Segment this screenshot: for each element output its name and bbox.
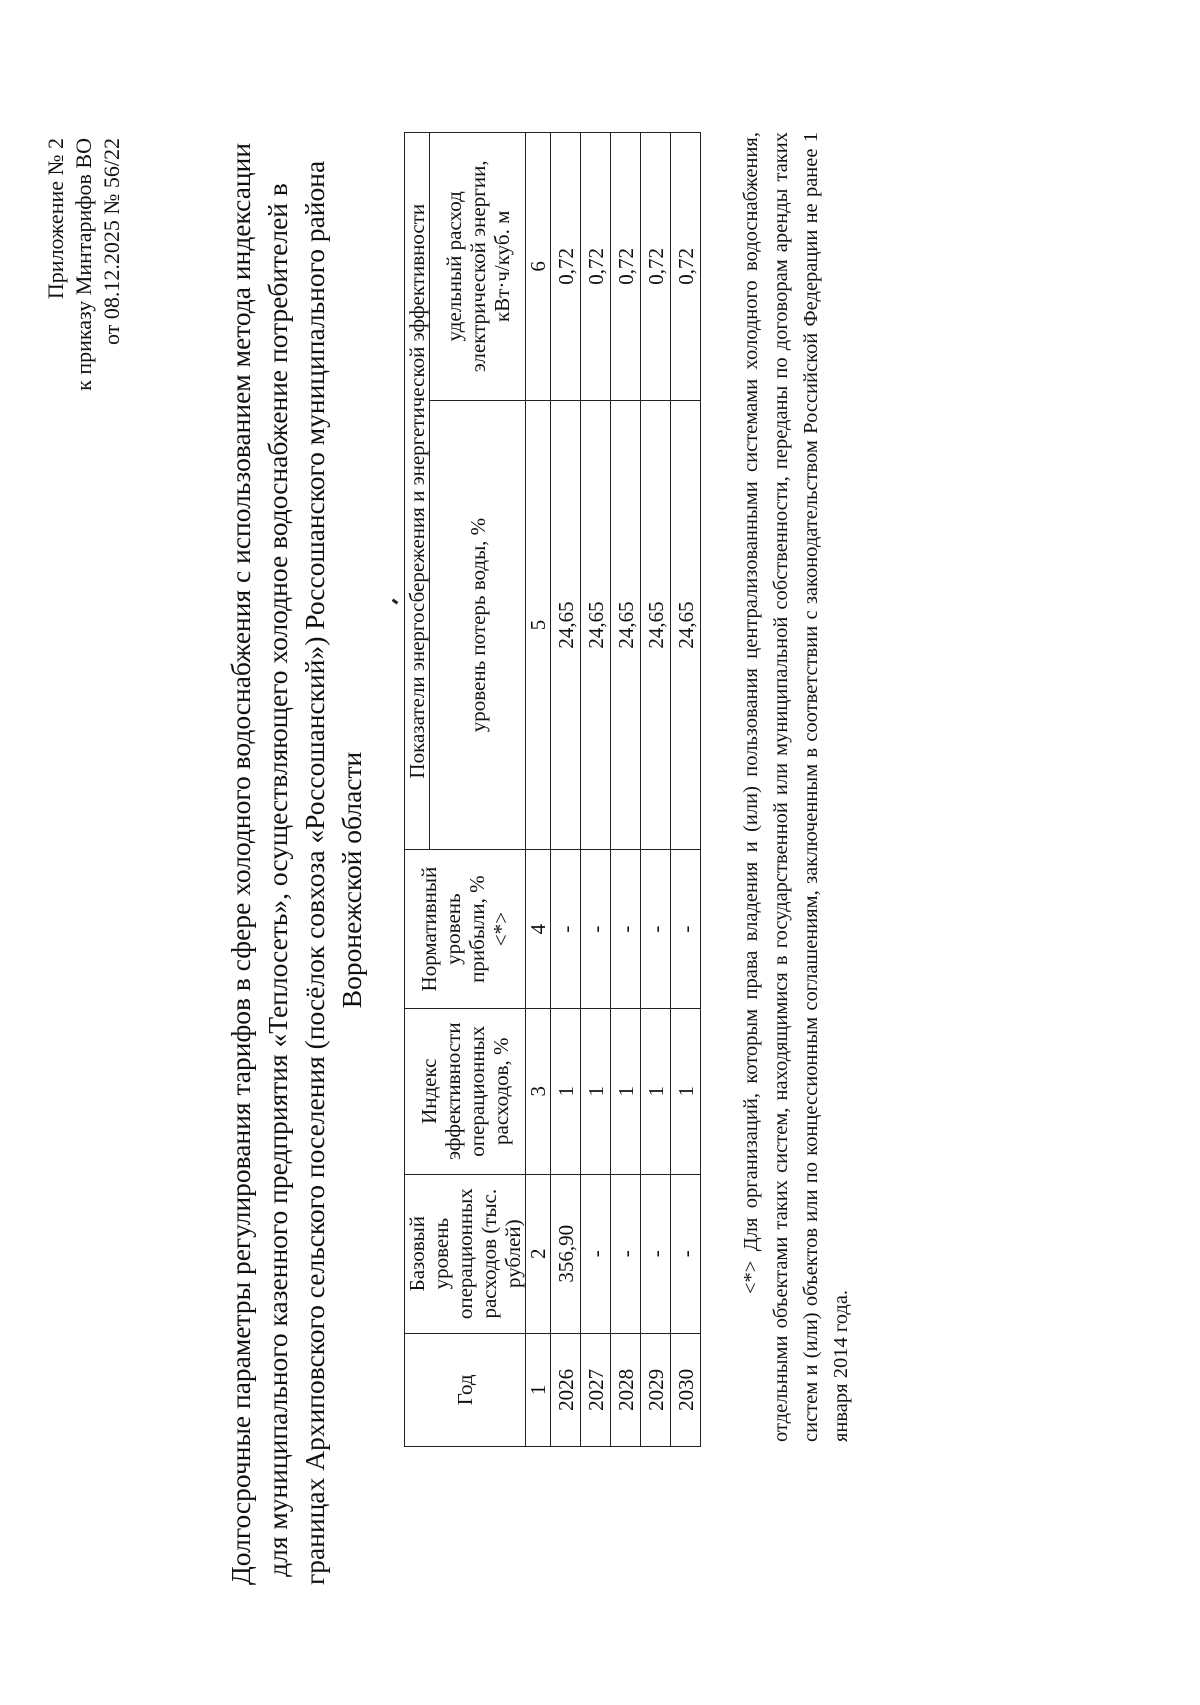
cell-water-loss: 24,65	[551, 400, 581, 850]
stray-mark	[392, 599, 399, 605]
cell-electricity-use: 0,72	[611, 133, 641, 401]
cell-water-loss: 24,65	[611, 400, 641, 850]
column-number: 4	[526, 850, 551, 1008]
column-number: 2	[526, 1174, 551, 1333]
cell-electricity-use: 0,72	[671, 133, 701, 401]
approval-line-1: Приложение № 2	[43, 138, 68, 300]
parameters-table	[404, 132, 701, 1447]
cell-efficiency-index: 1	[641, 1008, 671, 1174]
table-row	[581, 133, 611, 1447]
cell-efficiency-index: 1	[551, 1008, 581, 1174]
cell-water-loss: 24,65	[671, 400, 701, 850]
title-line-1: Долгосрочные параметры регулирования тарифов в сфере холодного водоснабжения с использованием метода индексации	[225, 142, 256, 1585]
table-row	[671, 133, 701, 1447]
column-number: 3	[526, 1008, 551, 1174]
approval-line-2: к приказу Минтарифов ВО	[71, 138, 96, 391]
cell-year: 2030	[671, 1333, 701, 1446]
cell-normative-profit: -	[551, 850, 581, 1008]
column-number: 5	[526, 400, 551, 850]
cell-efficiency-index: 1	[671, 1008, 701, 1174]
cell-base-opex: -	[641, 1174, 671, 1333]
cell-normative-profit: -	[671, 850, 701, 1008]
cell-base-opex: -	[581, 1174, 611, 1333]
cell-year: 2026	[551, 1333, 581, 1446]
cell-electricity-use: 0,72	[551, 133, 581, 401]
footnote: <*> Для организаций, которым права владения и (или) пользования централизованными системами холодного водоснабжения, отдельными объектами таких систем, находящимися в государственной или муниципальной собственности, переданы по договорам аренды таких систем и (или) объектов или по концессионным соглашениям, заключенным в соответствии с законодательством Российской Федерации не ранее 1 января 2014 года.	[740, 132, 852, 1442]
cell-base-opex: -	[671, 1174, 701, 1333]
title-line-4: Воронежской области	[336, 751, 367, 1009]
cell-base-opex: -	[611, 1174, 641, 1333]
cell-normative-profit: -	[611, 850, 641, 1008]
table-row	[611, 133, 641, 1447]
cell-electricity-use: 0,72	[581, 133, 611, 401]
header-energy-indicators: Показатели энергосбережения и энергетической эффективности	[405, 133, 430, 850]
header-base-opex: Базовый уровень операционных расходов (тыс. рублей)	[405, 1174, 526, 1333]
approval-line-3: от 08.12.2025 № 56/22	[99, 138, 124, 345]
title-line-3: границах Архиповского сельского поселения (посёлок совхоза «Россошанский») Россошанского муниципального района	[299, 160, 330, 1585]
table-row	[641, 133, 671, 1447]
cell-efficiency-index: 1	[611, 1008, 641, 1174]
cell-efficiency-index: 1	[581, 1008, 611, 1174]
table-row	[551, 133, 581, 1447]
approval-block	[42, 138, 126, 391]
cell-normative-profit: -	[641, 850, 671, 1008]
cell-water-loss: 24,65	[581, 400, 611, 850]
column-number-row	[526, 133, 551, 1447]
header-electricity-use: удельный расход электрической энергии, кВт·ч/куб. м	[430, 133, 526, 401]
cell-water-loss: 24,65	[641, 400, 671, 850]
cell-year: 2027	[581, 1333, 611, 1446]
column-number: 1	[526, 1333, 551, 1446]
column-number: 6	[526, 133, 551, 401]
header-normative-profit: Нормативный уровень прибыли, % <*>	[405, 850, 526, 1008]
cell-year: 2028	[611, 1333, 641, 1446]
cell-electricity-use: 0,72	[641, 133, 671, 401]
cell-year: 2029	[641, 1333, 671, 1446]
header-year: Год	[405, 1333, 526, 1446]
cell-base-opex: 356,90	[551, 1174, 581, 1333]
cell-normative-profit: -	[581, 850, 611, 1008]
header-water-loss: уровень потерь воды, %	[430, 400, 526, 850]
title-line-2: для муниципального казенного предприятия «Теплосеть», осуществляющего холодное водоснабжение потребителей в	[262, 183, 293, 1577]
header-efficiency-index: Индекс эффективности операционных расходов, %	[405, 1008, 526, 1174]
document-title	[222, 142, 370, 1585]
